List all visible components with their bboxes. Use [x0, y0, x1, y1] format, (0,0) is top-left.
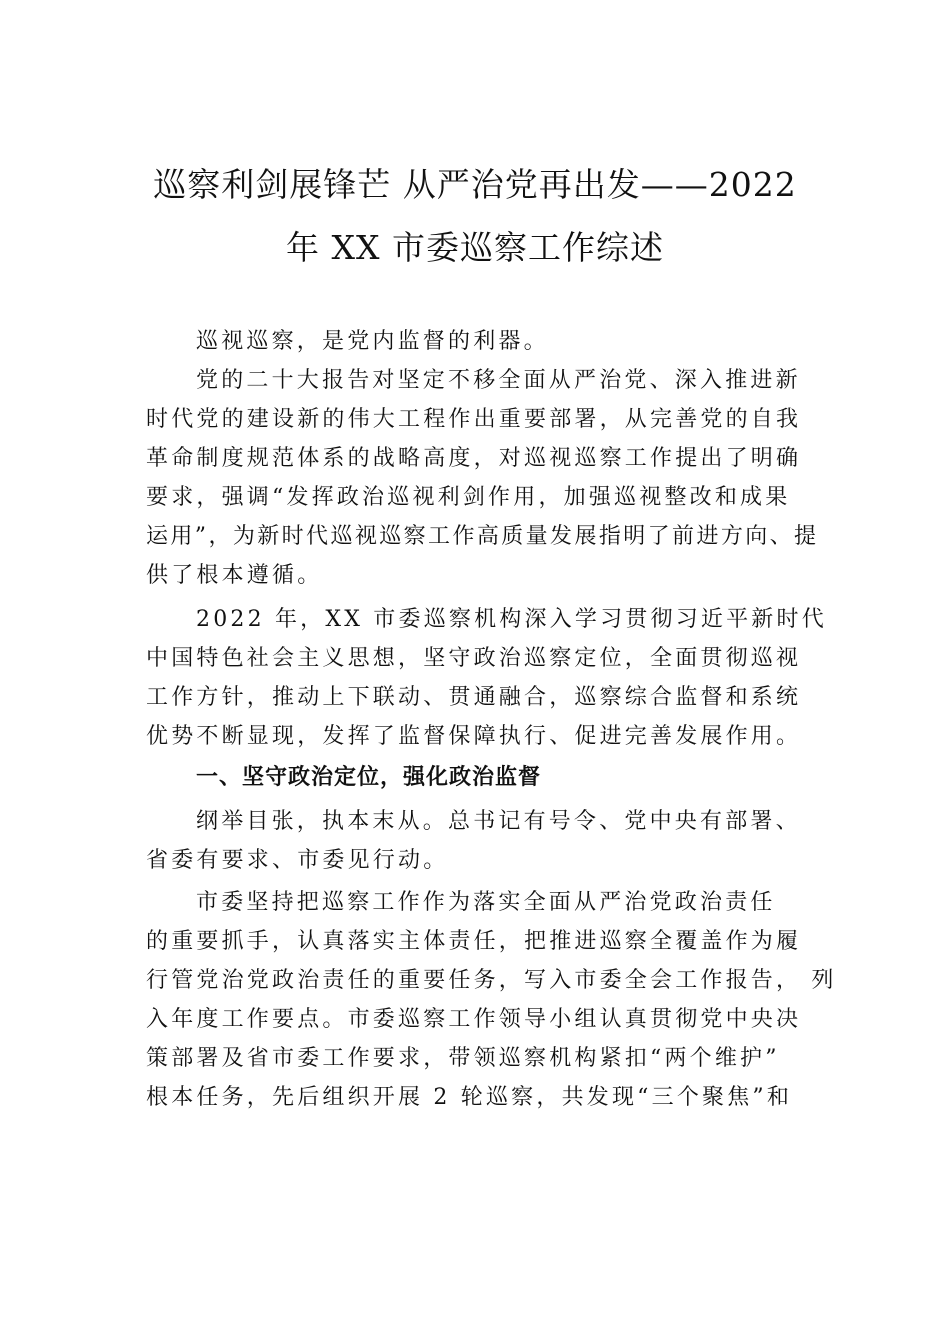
- paragraph-line: 2022 年，XX 市委巡察机构深入学习贯彻习近平新时代: [196, 607, 827, 632]
- section-heading: 一、坚守政治定位，强化政治监督: [196, 765, 542, 790]
- paragraph-line: 工作方针，推动上下联动、贯通融合，巡察综合监督和系统: [146, 685, 802, 710]
- paragraph-line: 入年度工作要点。市委巡察工作领导小组认真贯彻党中央决: [146, 1007, 802, 1032]
- paragraph-line: 时代党的建设新的伟大工程作出重要部署，从完善党的自我: [146, 407, 802, 432]
- paragraph-line: 运用”，为新时代巡视巡察工作高质量发展指明了前进方向、提: [146, 524, 819, 549]
- paragraph-line: 供了根本遵循。: [146, 563, 323, 588]
- paragraph-line: 行管党治党政治责任的重要任务，写入市委全会工作报告， 列: [146, 968, 837, 993]
- paragraph-line: 省委有要求、市委见行动。: [146, 848, 449, 873]
- paragraph-line: 巡视巡察，是党内监督的利器。: [196, 329, 549, 354]
- paragraph-line: 市委坚持把巡察工作作为落实全面从严治党政治责任: [196, 890, 776, 915]
- paragraph-line: 纲举目张，执本末从。总书记有号令、党中央有部署、: [196, 809, 801, 834]
- paragraph-line: 党的二十大报告对坚定不移全面从严治党、深入推进新: [196, 368, 801, 393]
- document-title-line-1: 巡察利剑展锋芒 从严治党再出发——2022: [153, 165, 797, 204]
- paragraph-line: 根本任务，先后组织开展 2 轮巡察，共发现“三个聚焦”和: [146, 1085, 793, 1110]
- paragraph-line: 革命制度规范体系的战略高度，对巡视巡察工作提出了明确: [146, 446, 802, 471]
- paragraph-line: 要求，强调“发挥政治巡视利剑作用，加强巡视整改和成果: [146, 485, 791, 510]
- paragraph-line: 策部署及省市委工作要求，带领巡察机构紧扣“两个维护”: [146, 1046, 780, 1071]
- paragraph-line: 的重要抓手，认真落实主体责任，把推进巡察全覆盖作为履: [146, 929, 802, 954]
- paragraph-line: 中国特色社会主义思想，坚守政治巡察定位，全面贯彻巡视: [146, 646, 802, 671]
- paragraph-line: 优势不断显现，发挥了监督保障执行、促进完善发展作用。: [146, 724, 802, 749]
- document-title-line-2: 年 XX 市委巡察工作综述: [286, 228, 664, 267]
